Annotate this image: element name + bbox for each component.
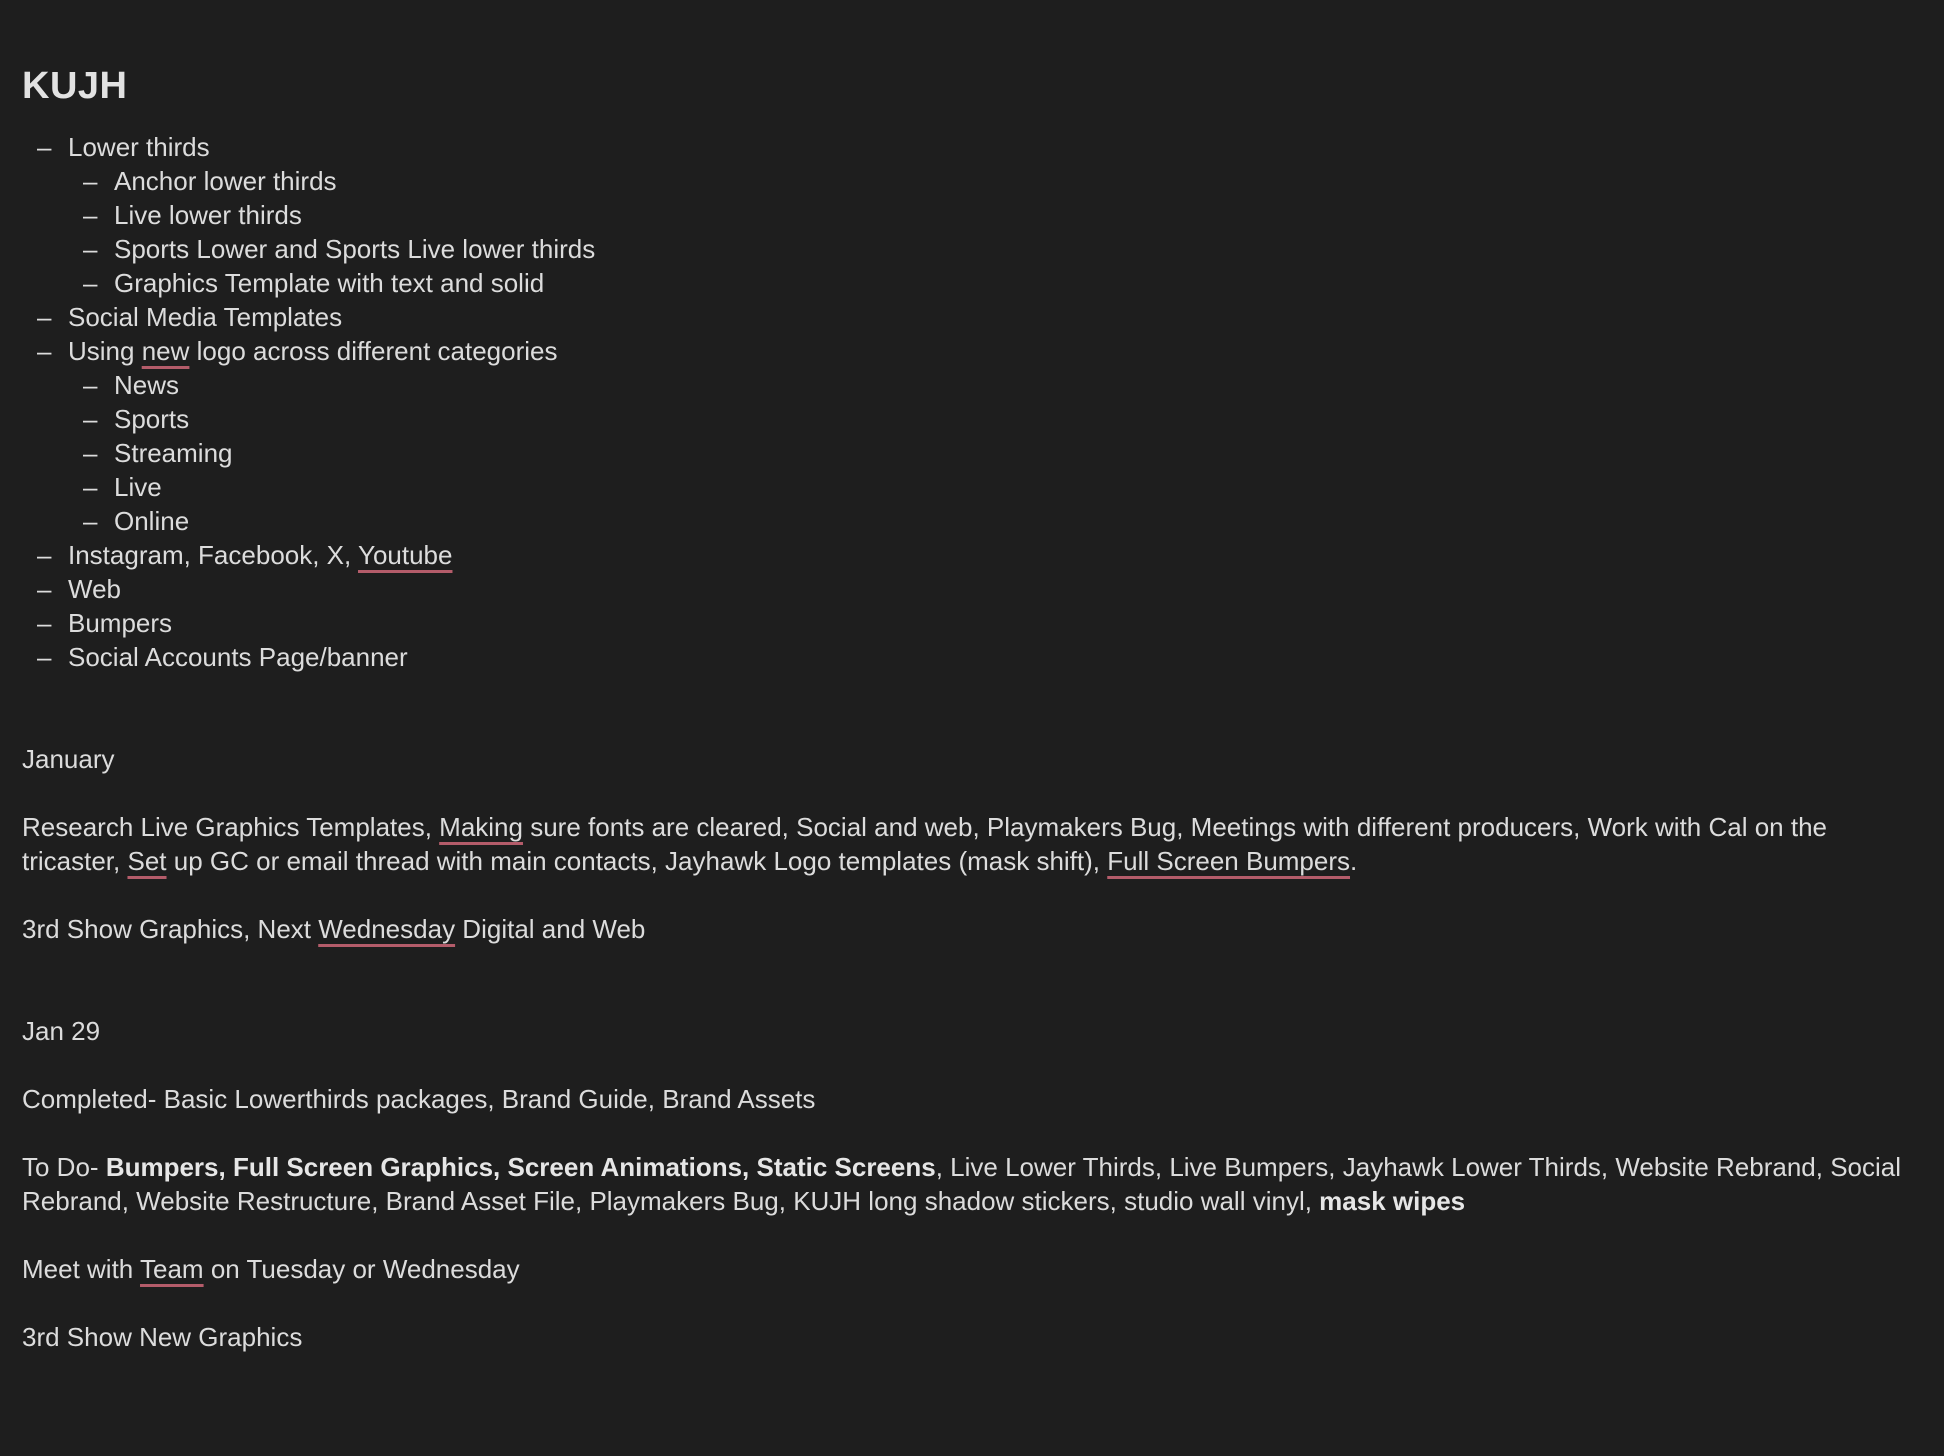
list-item-label: Lower thirds	[68, 132, 210, 162]
outline-list	[22, 130, 1922, 674]
section-heading-jan-29[interactable]: Jan 29	[22, 1016, 101, 1046]
list-item-label	[68, 336, 557, 366]
sub-list	[68, 164, 1922, 300]
blank-lines	[22, 946, 1922, 1014]
dash-bullet: –	[37, 132, 52, 162]
list-item-web[interactable]	[22, 572, 1922, 606]
blank-line	[22, 1218, 1922, 1252]
paragraph-show-graphics[interactable]	[22, 912, 1922, 946]
list-item-label: Live lower thirds	[114, 200, 302, 230]
dash-bullet: –	[83, 370, 98, 400]
paragraph-completed[interactable]: Completed- Basic Lowerthirds packages, Brand Guide, Brand Assets	[22, 1084, 816, 1114]
paragraph-research[interactable]	[22, 810, 1922, 878]
sub-list	[68, 368, 1922, 538]
dash-bullet: –	[83, 166, 98, 196]
list-item-label	[68, 540, 452, 570]
text-run: on Tuesday or Wednesday	[203, 1254, 520, 1284]
list-item-label: Anchor lower thirds	[114, 166, 337, 196]
misspelled-word[interactable]: Full Screen Bumpers	[1107, 846, 1351, 876]
list-item-label: Web	[68, 574, 121, 604]
text-run: logo across different categories	[189, 336, 558, 366]
blank-line	[22, 1286, 1922, 1320]
list-item-platforms[interactable]	[22, 538, 1922, 572]
list-item-label: Bumpers	[68, 608, 173, 638]
list-item[interactable]	[68, 198, 1922, 232]
note-title[interactable]: KUJH	[22, 65, 128, 107]
section-heading-january[interactable]: January	[22, 744, 115, 774]
list-item-label: Social Accounts Page/banner	[68, 642, 408, 672]
dash-bullet: –	[83, 472, 98, 502]
dash-bullet: –	[83, 234, 98, 264]
list-item[interactable]	[68, 232, 1922, 266]
bold-text-run: Bumpers, Full Screen Graphics, Screen Animations, Static Screens	[105, 1152, 936, 1182]
list-item-label: Streaming	[114, 438, 233, 468]
list-item-label: Online	[114, 506, 190, 536]
blank-line	[22, 776, 1922, 810]
dash-bullet: –	[37, 642, 52, 672]
list-item-bumpers[interactable]	[22, 606, 1922, 640]
dash-bullet: –	[83, 404, 98, 434]
text-run: Instagram, Facebook, X,	[68, 540, 358, 570]
dash-bullet: –	[37, 574, 52, 604]
list-item[interactable]	[68, 470, 1922, 504]
blank-line	[22, 1048, 1922, 1082]
paragraph-meet[interactable]	[22, 1252, 1922, 1286]
paragraph-todo[interactable]	[22, 1150, 1922, 1218]
misspelled-word[interactable]: Youtube	[358, 540, 453, 570]
list-item[interactable]	[68, 402, 1922, 436]
bold-text-run: mask wipes	[1319, 1186, 1466, 1216]
dash-bullet: –	[37, 302, 52, 332]
list-item[interactable]	[68, 436, 1922, 470]
list-item-social-media-templates[interactable]	[22, 300, 1922, 334]
misspelled-word[interactable]: Set	[127, 846, 167, 876]
list-item-social-accounts[interactable]	[22, 640, 1922, 674]
text-run: .	[1350, 846, 1358, 876]
dash-bullet: –	[83, 438, 98, 468]
list-item-label: Sports	[114, 404, 190, 434]
dash-bullet: –	[83, 200, 98, 230]
text-run: up GC or email thread with main contacts, Jayhawk Logo templates (mask shift),	[166, 846, 1108, 876]
list-item-label: News	[114, 370, 180, 400]
text-run: To Do-	[22, 1152, 106, 1182]
list-item[interactable]	[68, 504, 1922, 538]
text-run: Meet with	[22, 1254, 141, 1284]
dash-bullet: –	[83, 506, 98, 536]
text-run: Using	[68, 336, 142, 366]
list-item-label: Social Media Templates	[68, 302, 343, 332]
text-run: sure fonts are cleared, Social and web, Playmakers Bug, Meetings with different producers, Work with Cal on the tricaster,	[22, 812, 1827, 876]
list-item-label: Graphics Template with text and solid	[114, 268, 545, 298]
list-item-lower-thirds[interactable]	[22, 130, 1922, 300]
dash-bullet: –	[37, 608, 52, 638]
misspelled-word[interactable]: Wednesday	[318, 914, 456, 944]
text-run: Research Live Graphics Templates,	[22, 812, 440, 842]
paragraph-new-graphics[interactable]: 3rd Show New Graphics	[22, 1322, 303, 1352]
dash-bullet: –	[37, 540, 52, 570]
misspelled-word[interactable]: Making	[439, 812, 523, 842]
blank-line	[22, 1116, 1922, 1150]
misspelled-word[interactable]: Team	[140, 1254, 204, 1284]
list-item-label: Sports Lower and Sports Live lower thirds	[114, 234, 596, 264]
list-item-using-logo[interactable]	[22, 334, 1922, 538]
blank-line	[22, 878, 1922, 912]
list-item[interactable]	[68, 368, 1922, 402]
text-run: 3rd Show Graphics, Next	[22, 914, 319, 944]
text-run: , Live Lower Thirds, Live Bumpers, Jayhawk Lower Thirds, Website Rebrand, Social Rebrand, Website Restructure, Brand Asset File, Playmakers Bug, KUJH long shadow stickers, studio wall vinyl,	[22, 1152, 1902, 1216]
text-run: Digital and Web	[455, 914, 646, 944]
list-item[interactable]	[68, 266, 1922, 300]
dash-bullet: –	[37, 336, 52, 366]
blank-lines	[22, 674, 1922, 742]
dash-bullet: –	[83, 268, 98, 298]
list-item[interactable]	[68, 164, 1922, 198]
misspelled-word[interactable]: new	[141, 336, 190, 366]
list-item-label: Live	[114, 472, 162, 502]
